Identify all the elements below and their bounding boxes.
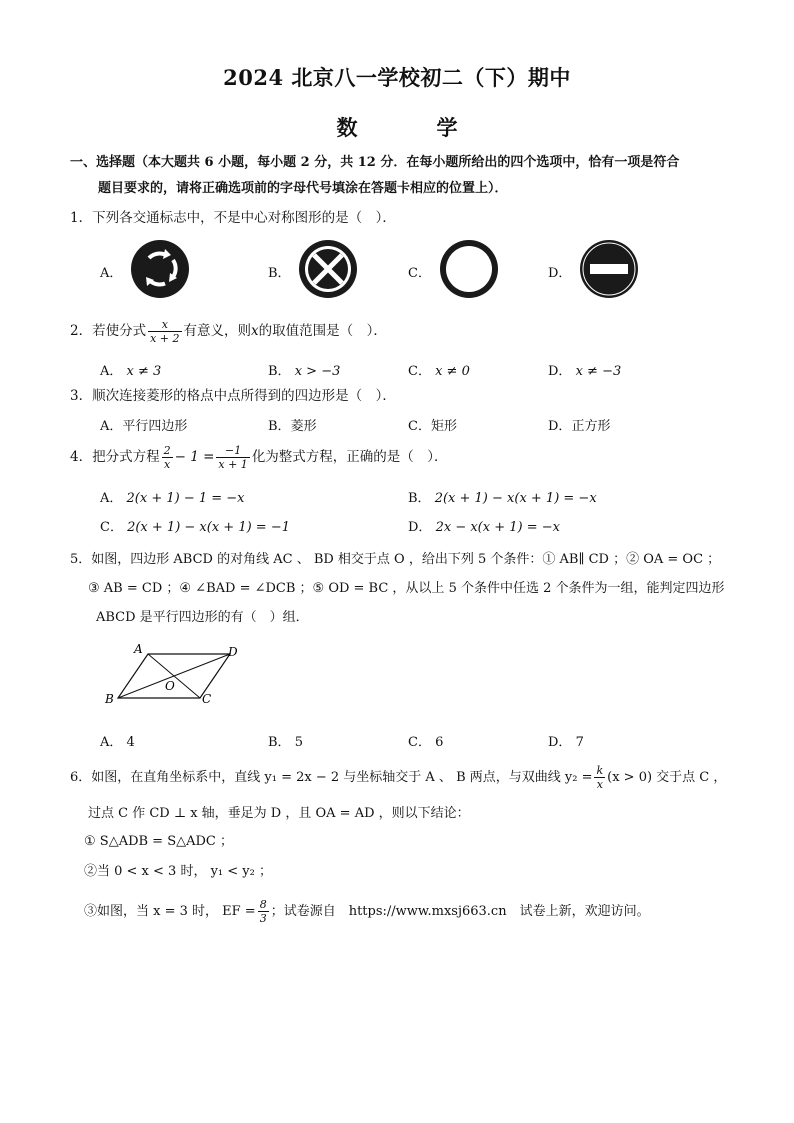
q5-option-d [548,731,584,750]
q6-c3-den: 3 [259,912,267,925]
q5-stem [70,545,725,632]
q6-conclusion-3 [84,898,650,925]
q6-fraction [594,764,605,791]
q2-option-a-label: A． [100,364,123,379]
q3-option-c-text: 矩形 [430,419,457,434]
q3-option-a-label: A． [100,419,123,434]
q4-option-d-label: D． [408,520,432,535]
q1-option-b-label: B． [268,266,291,281]
q5-option-a-text: 4 [126,735,135,750]
q2-option-d [548,360,621,379]
q4-option-a [100,487,245,506]
q3-option-d-label: D． [548,419,572,434]
q6-c3-pre: ③如图，当 x = 3 时， EF = [84,904,256,919]
q1-stem: 1．下列各交通标志中，不是中心对称图形的是（ ）． [70,210,396,226]
q3-stem: 3．顺次连接菱形的格点中点所得到的四边形是（ ）． [70,388,396,404]
q4-option-a-text: 2(x + 1) − 1 = −x [126,491,245,506]
q2-option-b-text: x > −3 [294,364,341,379]
q3-option-b [268,415,317,434]
q6-frac-num: k [596,764,604,777]
q3-option-c-label: C． [408,419,431,434]
q6-c3-fraction [258,898,269,925]
section-heading-line1: 一、选择题（本大题共 6 小题，每小题 2 分，共 12 分．在每小题所给出的四个选项中，恰有一项是符合 [70,155,680,170]
q2-post: 的取值范围是（ ）． [258,323,387,339]
q5-option-a [100,731,135,750]
q4-option-b-label: B． [408,491,431,506]
q4-mid: − 1 = [174,449,215,465]
q2-option-a [100,360,161,379]
q5-option-d-label: D． [548,735,572,750]
q6-frac-den: x [596,778,603,791]
q2-frac-den: x + 2 [150,332,180,345]
q6-c3-post: ；试卷源自 https://www.mxsj663.cn 试卷上新，欢迎访问。 [270,904,650,919]
q4-option-d-text: 2x − x(x + 1) = −x [435,520,560,535]
q4-post: 化为整式方程，正确的是（ ）． [251,449,448,465]
roundabout-sign-icon [129,238,191,300]
q4-frac1-den: x [163,458,171,471]
q6-line1-post: (x > 0) 交于点 C ， [607,770,727,785]
q6-line1 [70,764,726,791]
q1-option-a-label: A． [100,266,123,281]
q4-option-c-label: C． [100,520,123,535]
q3-option-d-text: 正方形 [571,419,611,434]
q4-frac2-den: x + 1 [218,458,248,471]
q5-parallelogram-figure [100,636,250,708]
q3-option-a [100,415,187,434]
q2-option-c-label: C． [408,364,431,379]
q2-fraction [148,318,181,345]
no-entry-sign-icon [578,238,640,300]
q5-line1: 5．如图，四边形 ABCD 的对角线 AC 、 BD 相交于点 O ，给出下列 5 个条件：① AB∥ CD ；② OA = OC ； [70,552,721,567]
q3-option-b-label: B． [268,419,291,434]
q2-option-d-text: x ≠ −3 [575,364,622,379]
q5-label-b: B [105,692,114,706]
q4-option-b-text: 2(x + 1) − x(x + 1) = −x [434,491,597,506]
q6-conclusion-2: ②当 0 < x < 3 时， y₁ < y₂ ； [84,864,272,879]
q5-option-c-text: 6 [435,735,444,750]
q4-option-c-text: 2(x + 1) − x(x + 1) = −1 [127,520,290,535]
q6-c3-num: 8 [259,898,267,911]
q5-option-a-label: A． [100,735,123,750]
q2-option-c [408,360,470,379]
q4-pre: 4．把分式方程 [70,449,160,465]
subject-char-1: 数 [336,115,358,140]
q5-option-b-text: 5 [294,735,303,750]
q3-option-a-text: 平行四边形 [122,419,188,434]
q4-fraction-1 [162,444,173,471]
subject-char-2: 学 [436,115,458,140]
q4-stem [70,444,448,471]
q2-option-c-text: x ≠ 0 [435,364,470,379]
q4-fraction-2 [216,444,249,471]
q3-option-b-text: 菱形 [290,419,317,434]
q4-option-d [408,516,560,535]
q4-frac2-num: −1 [216,444,249,458]
q4-frac1-num: 2 [163,444,171,457]
q6-line2: 过点 C 作 CD ⊥ x 轴，垂足为 D ，且 OA = AD ，则以下结论： [88,806,470,821]
q5-option-b-label: B． [268,735,291,750]
q5-option-b [268,731,303,750]
q5-option-c [408,731,443,750]
q3-option-d [548,415,610,434]
q5-line2: ③ AB = CD ；④ ∠BAD = ∠DCB ；⑤ OD = BC ，从以上 5 个条件中任选 2 个条件为一组，能判定四边形 [88,581,725,596]
q5-line3: ABCD 是平行四边形的有（ ）组． [96,610,309,625]
q5-option-c-label: C． [408,735,431,750]
q5-label-a: A [134,642,143,656]
q4-option-c [100,516,290,535]
no-vehicles-sign-icon [438,238,500,300]
q2-pre: 2．若使分式 [70,323,147,339]
q2-var: x [251,323,259,339]
section-heading-line2: 题目要求的，请将正确选项前的字母代号填涂在答题卡相应的位置上）． [98,181,508,196]
q2-option-a-text: x ≠ 3 [126,364,162,379]
q2-option-d-label: D． [548,364,572,379]
q4-option-b [408,487,597,506]
q2-mid: 有意义，则 [183,323,252,339]
q2-frac-num: x [148,318,181,332]
q6-conclusion-1: ① S△ADB = S△ADC ； [84,834,234,849]
q6-line1-pre: 6．如图，在直角坐标系中，直线 y₁ = 2x − 2 与坐标轴交于 A 、 B 两点，与双曲线 y₂ = [70,770,593,785]
no-stopping-sign-icon [297,238,359,300]
q1-option-d-label: D． [548,266,572,281]
subject-title [0,112,794,142]
section-heading [70,150,730,202]
q5-label-o: O [165,679,175,693]
q3-option-c [408,415,457,434]
q5-option-d-text: 7 [575,735,584,750]
q2-option-b-label: B． [268,364,291,379]
q2-stem [70,318,387,345]
q1-option-c-label: C． [408,266,431,281]
q4-option-a-label: A． [100,491,123,506]
page-title: 2024 北京八一学校初二（下）期中 [223,65,571,90]
q5-label-c: C [202,692,212,706]
q5-label-d: D [228,645,238,659]
q2-option-b [268,360,340,379]
